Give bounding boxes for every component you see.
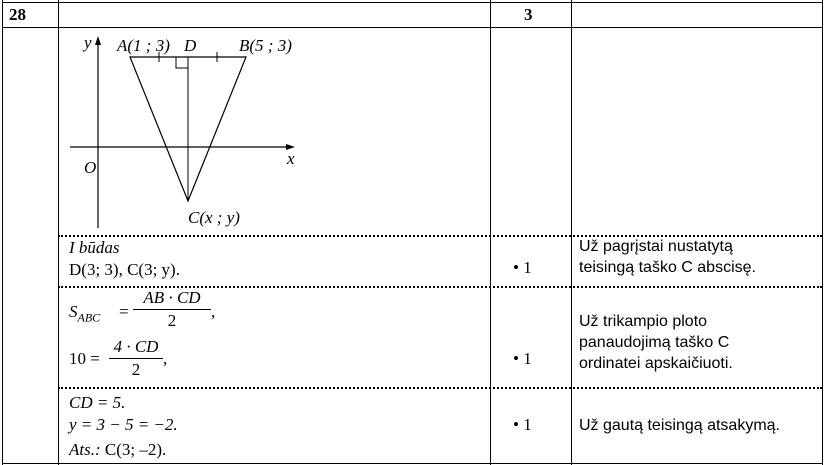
points-bullet-1: • 1 <box>513 258 532 277</box>
table-border-top <box>2 2 822 3</box>
formula-2-numerator: 4 · CD <box>113 337 159 356</box>
x-axis-label: x <box>287 149 295 168</box>
solution-cd: CD = 5. <box>69 393 126 412</box>
criteria-2-line-3: ordinatei apskaičiuoti. <box>579 355 733 372</box>
formula-2-comma: , <box>163 349 168 368</box>
formula-2-fraction <box>109 337 163 380</box>
formula-1-numerator: AB · CD <box>143 288 201 307</box>
formula-1-lhs <box>69 301 100 328</box>
triangle-diagram <box>60 28 490 234</box>
solution-line-1: D(3; 3), C(3; y). <box>69 260 180 279</box>
origin-label: O <box>84 158 97 177</box>
row-separator-3 <box>58 387 822 389</box>
points-bullet-3: • 1 <box>513 415 532 434</box>
points-bullet-2: • 1 <box>513 349 532 368</box>
point-A-label: A(1 ; 3) <box>117 36 170 55</box>
y-axis-arrow <box>95 36 101 45</box>
formula-2-lhs: 10 = <box>69 349 100 368</box>
points-value-3: 1 <box>523 415 532 434</box>
criteria-1-line-2: teisingą taško C abscisę. <box>579 259 756 276</box>
points-total: 3 <box>524 5 533 24</box>
right-angle-marker <box>176 57 188 68</box>
table-border-col3 <box>571 0 572 465</box>
criteria-1 <box>579 236 756 278</box>
formula-2-bar <box>109 358 163 359</box>
table-border-col1 <box>58 0 59 465</box>
method-title: I būdas <box>69 238 120 257</box>
formula-1-S: S <box>69 302 78 321</box>
table-border-col2 <box>490 0 491 465</box>
point-C-label: C(x ; y) <box>188 208 240 227</box>
formula-2-denominator: 2 <box>131 360 141 379</box>
answer-line <box>69 439 166 461</box>
table-border-left <box>2 0 3 465</box>
answer-value: C(3; –2). <box>104 440 167 459</box>
point-B-label: B(5 ; 3) <box>239 36 292 55</box>
formula-1-denominator: 2 <box>167 311 177 330</box>
criteria-1-line-1: Už pagrįstai nustatytą <box>579 238 733 255</box>
criteria-2 <box>579 311 733 374</box>
answer-prefix: Ats.: <box>69 440 101 459</box>
points-value-2: 1 <box>523 349 532 368</box>
formula-1-equals: = <box>119 302 129 321</box>
formula-1-subscript: ABC <box>77 310 101 325</box>
solution-y: y = 3 − 5 = −2. <box>69 415 178 434</box>
formula-1-comma: , <box>211 302 216 321</box>
table-border-right <box>822 0 823 465</box>
table-border-bottom <box>2 463 822 464</box>
point-D-label: D <box>184 36 197 55</box>
criteria-2-line-1: Už trikampio ploto <box>579 313 708 330</box>
criteria-3 <box>579 415 780 436</box>
formula-1-fraction <box>133 288 211 331</box>
criteria-3-line-1: Už gautą teisingą atsakymą. <box>579 417 780 434</box>
criteria-2-line-2: panaudojimą taško C <box>579 334 730 351</box>
formula-1-bar <box>133 309 211 310</box>
points-value-1: 1 <box>523 258 532 277</box>
task-number: 28 <box>9 5 26 24</box>
y-axis-label: y <box>84 33 92 52</box>
